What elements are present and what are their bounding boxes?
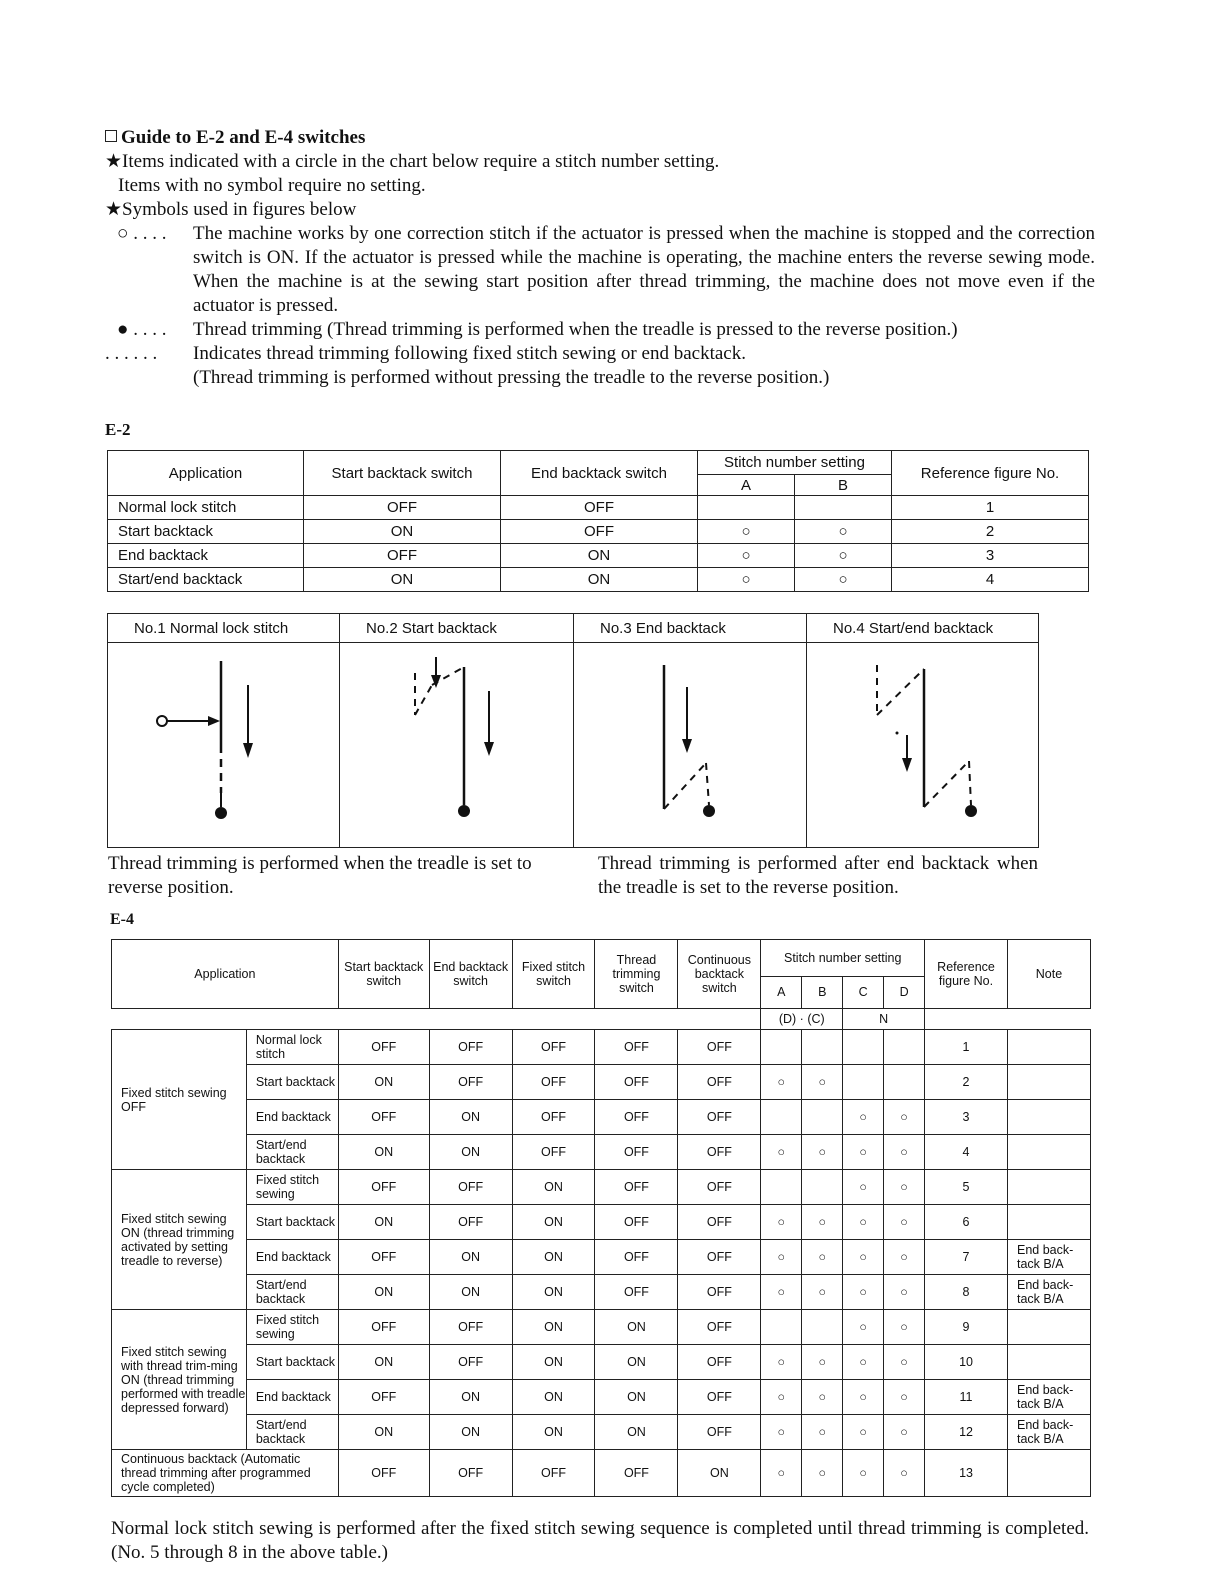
cell-c: ○ [843, 1310, 884, 1345]
table-row [112, 1310, 1091, 1345]
cell-end: ON [429, 1240, 512, 1275]
cell-d: ○ [884, 1345, 925, 1380]
dot-symbol: ● . . . . [117, 319, 167, 340]
end-backtack-diagram [574, 643, 806, 843]
cell-c: ○ [843, 1135, 884, 1170]
cell-b: ○ [802, 1240, 843, 1275]
cell-b: ○ [802, 1275, 843, 1310]
cell-end: ON [429, 1415, 512, 1450]
cell-c: ○ [843, 1275, 884, 1310]
cell-application: Continuous backtack (Automatic thread trimming after programmed cycle completed) [112, 1450, 339, 1497]
guide-item-2: ★Symbols used in figures below [105, 199, 357, 220]
symbol-dot-row [105, 318, 1095, 342]
cell-end: ON [429, 1135, 512, 1170]
cell-end: OFF [429, 1450, 512, 1497]
cell-b [795, 496, 892, 520]
cell-a: ○ [761, 1205, 802, 1240]
e2-header-stitch: Stitch number setting [698, 451, 892, 475]
cell-sub: Start backtack [246, 1065, 338, 1100]
cell-a [698, 496, 795, 520]
cell-a: ○ [698, 520, 795, 544]
cell-a: ○ [698, 544, 795, 568]
cell-fixed: OFF [512, 1135, 595, 1170]
table-row [112, 1135, 1091, 1170]
cell-a: ○ [761, 1450, 802, 1497]
cell-cont: OFF [678, 1310, 761, 1345]
cell-sub: Start backtack [246, 1345, 338, 1380]
cell-sub: End backtack [246, 1100, 338, 1135]
cell-c: ○ [843, 1205, 884, 1240]
cell-end: ON [429, 1100, 512, 1135]
cell-fixed: ON [512, 1345, 595, 1380]
cell-ref: 12 [925, 1415, 1008, 1450]
figure-title-3: No.3 End backtack [574, 614, 807, 643]
cell-start: ON [338, 1065, 429, 1100]
figure-caption-left: Thread trimming is performed when the treadle is set to reverse position. [108, 853, 532, 898]
cell-c: ○ [843, 1450, 884, 1497]
cell-fixed: ON [512, 1415, 595, 1450]
figure-title-1: No.1 Normal lock stitch [108, 614, 340, 643]
cell-end: OFF [429, 1170, 512, 1205]
cell-b: ○ [802, 1135, 843, 1170]
cell-cont: OFF [678, 1135, 761, 1170]
cell-start: ON [338, 1205, 429, 1240]
cell-fixed: OFF [512, 1030, 595, 1065]
cell-trim: OFF [595, 1065, 678, 1100]
cell-end: ON [501, 568, 698, 592]
e2-label: E-2 [105, 420, 131, 439]
cell-c [843, 1065, 884, 1100]
cell-cont: ON [678, 1450, 761, 1497]
e4-header-ref: Reference figure No. [925, 940, 1008, 1009]
cell-note [1007, 1205, 1090, 1240]
cell-d: ○ [884, 1450, 925, 1497]
cell-application: End backtack [108, 544, 304, 568]
table-row [112, 1275, 1091, 1310]
e4-header-d: D [884, 976, 925, 1008]
table-row [108, 568, 1089, 592]
start-end-backtack-diagram [807, 643, 1038, 843]
cell-d: ○ [884, 1275, 925, 1310]
cell-fixed: ON [512, 1170, 595, 1205]
cell-trim: ON [595, 1345, 678, 1380]
guide-item-1: ★Items indicated with a circle in the chart below require a stitch number setting. [105, 151, 720, 172]
table-row [108, 544, 1089, 568]
cell-cont: OFF [678, 1415, 761, 1450]
cell-sub: Start/end backtack [246, 1415, 338, 1450]
cell-fixed: ON [512, 1205, 595, 1240]
cell-b [802, 1170, 843, 1205]
cell-end: ON [429, 1275, 512, 1310]
e2-table [107, 450, 1089, 592]
e2-header-b: B [795, 475, 892, 496]
cell-sub: Fixed stitch sewing [246, 1310, 338, 1345]
cell-d: ○ [884, 1310, 925, 1345]
cell-start: ON [338, 1135, 429, 1170]
cell-b: ○ [802, 1415, 843, 1450]
cell-a: ○ [761, 1345, 802, 1380]
e4-header-stitch: Stitch number setting [761, 940, 925, 977]
table-row [108, 496, 1089, 520]
cell-sub: Start/end backtack [246, 1275, 338, 1310]
cell-cont: OFF [678, 1065, 761, 1100]
cell-end: ON [429, 1380, 512, 1415]
cell-trim: ON [595, 1380, 678, 1415]
cell-cont: OFF [678, 1205, 761, 1240]
table-row [112, 1170, 1091, 1205]
cell-note: End back-tack B/A [1007, 1275, 1090, 1310]
cell-ref: 5 [925, 1170, 1008, 1205]
cell-b: ○ [802, 1065, 843, 1100]
cell-d [884, 1065, 925, 1100]
cell-trim: OFF [595, 1240, 678, 1275]
e4-header-fixed: Fixed stitch switch [512, 940, 595, 1009]
cell-note [1007, 1030, 1090, 1065]
normal-lock-stitch-diagram [108, 643, 339, 843]
cell-trim: OFF [595, 1205, 678, 1240]
cell-c: ○ [843, 1345, 884, 1380]
cell-c: ○ [843, 1240, 884, 1275]
e4-header-n: N [843, 1009, 925, 1030]
cell-d: ○ [884, 1205, 925, 1240]
table-row [112, 1450, 1091, 1497]
dot-symbol-text: Thread trimming (Thread trimming is performed when the treadle is pressed to the reverse position.) [193, 319, 958, 340]
cell-ref: 10 [925, 1345, 1008, 1380]
table-row [112, 1205, 1091, 1240]
cell-note [1007, 1310, 1090, 1345]
cell-fixed: ON [512, 1310, 595, 1345]
figure-1-drawing [108, 643, 340, 848]
cell-a [761, 1030, 802, 1065]
figure-2-drawing [340, 643, 574, 848]
cell-fixed: OFF [512, 1100, 595, 1135]
cell-d: ○ [884, 1240, 925, 1275]
cell-a: ○ [761, 1240, 802, 1275]
cell-cont: OFF [678, 1170, 761, 1205]
cell-d: ○ [884, 1135, 925, 1170]
cell-a [761, 1310, 802, 1345]
cell-sub: Normal lock stitch [246, 1030, 338, 1065]
table-row [112, 1345, 1091, 1380]
cell-end: OFF [429, 1310, 512, 1345]
cell-b: ○ [802, 1345, 843, 1380]
cell-ref: 3 [925, 1100, 1008, 1135]
cell-c: ○ [843, 1415, 884, 1450]
table-row [108, 520, 1089, 544]
cell-trim: ON [595, 1415, 678, 1450]
cell-b [802, 1030, 843, 1065]
guide-item-1b: Items with no symbol require no setting. [118, 175, 426, 196]
guide-title: Guide to E-2 and E-4 switches [105, 126, 1095, 150]
cell-ref: 13 [925, 1450, 1008, 1497]
cell-note [1007, 1170, 1090, 1205]
cell-cont: OFF [678, 1380, 761, 1415]
cell-trim: OFF [595, 1030, 678, 1065]
e2-header-a: A [698, 475, 795, 496]
cell-b: ○ [795, 568, 892, 592]
e2-header-start: Start backtack switch [304, 451, 501, 496]
cell-cont: OFF [678, 1345, 761, 1380]
figure-title-4: No.4 Start/end backtack [807, 614, 1039, 643]
table-row [112, 1240, 1091, 1275]
cell-fixed: ON [512, 1240, 595, 1275]
cell-start: ON [304, 520, 501, 544]
figure-4-drawing [807, 643, 1039, 848]
cell-start: OFF [338, 1240, 429, 1275]
cell-note [1007, 1100, 1090, 1135]
figure-title-2: No.2 Start backtack [340, 614, 574, 643]
cell-note [1007, 1345, 1090, 1380]
cell-start: OFF [304, 544, 501, 568]
cell-a [761, 1170, 802, 1205]
cell-start: ON [338, 1275, 429, 1310]
cell-cont: OFF [678, 1275, 761, 1310]
footer-note: Normal lock stitch sewing is performed after the fixed stitch sewing sequence is completed until thread trimming is completed. (No. 5 through 8 in the above table.) [111, 1518, 1089, 1563]
e2-header-ref: Reference figure No. [892, 451, 1089, 496]
cell-start: ON [338, 1415, 429, 1450]
e4-header-end: End backtack switch [429, 940, 512, 1009]
cell-application: Normal lock stitch [108, 496, 304, 520]
cell-start: OFF [338, 1450, 429, 1497]
cell-b: ○ [795, 520, 892, 544]
dots-symbol-text-2: (Thread trimming is performed without pressing the treadle to the reverse position.) [193, 367, 830, 388]
cell-cont: OFF [678, 1240, 761, 1275]
cell-a: ○ [761, 1415, 802, 1450]
cell-end: OFF [501, 520, 698, 544]
table-row [112, 1030, 1091, 1065]
cell-end: OFF [429, 1065, 512, 1100]
e4-header-b: B [802, 976, 843, 1008]
cell-ref: 6 [925, 1205, 1008, 1240]
figure-caption-right: Thread trimming is performed after end backtack when the treadle is set to the reverse position. [598, 853, 1038, 898]
cell-ref: 2 [925, 1065, 1008, 1100]
cell-trim: OFF [595, 1450, 678, 1497]
e2-header-application: Application [108, 451, 304, 496]
cell-start: OFF [338, 1100, 429, 1135]
e2-header-end: End backtack switch [501, 451, 698, 496]
cell-sub: End backtack [246, 1240, 338, 1275]
cell-a: ○ [761, 1065, 802, 1100]
group-fixed-stitch-on: Fixed stitch sewing ON (thread trimming activated by setting treadle to reverse) [112, 1170, 247, 1310]
e4-header-dc: (D) · (C) [761, 1009, 843, 1030]
cell-start: OFF [338, 1030, 429, 1065]
cell-b: ○ [802, 1205, 843, 1240]
guide-section [105, 126, 1095, 390]
cell-end: OFF [429, 1205, 512, 1240]
cell-a [761, 1100, 802, 1135]
cell-note: End back-tack B/A [1007, 1380, 1090, 1415]
cell-trim: OFF [595, 1170, 678, 1205]
cell-trim: ON [595, 1310, 678, 1345]
cell-c [843, 1030, 884, 1065]
cell-ref: 1 [892, 496, 1089, 520]
cell-note: End back-tack B/A [1007, 1240, 1090, 1275]
cell-sub: Fixed stitch sewing [246, 1170, 338, 1205]
e4-header-start: Start backtack switch [338, 940, 429, 1009]
cell-c: ○ [843, 1170, 884, 1205]
e4-label: E-4 [110, 911, 134, 928]
cell-ref: 11 [925, 1380, 1008, 1415]
symbol-circle-row [105, 222, 1095, 318]
cell-application: Start/end backtack [108, 568, 304, 592]
e4-table [111, 939, 1091, 1497]
cell-b [802, 1100, 843, 1135]
cell-end: OFF [501, 496, 698, 520]
cell-fixed: ON [512, 1380, 595, 1415]
cell-d: ○ [884, 1100, 925, 1135]
cell-cont: OFF [678, 1030, 761, 1065]
cell-ref: 4 [892, 568, 1089, 592]
cell-d: ○ [884, 1415, 925, 1450]
cell-start: OFF [338, 1310, 429, 1345]
table-row [112, 1415, 1091, 1450]
cell-trim: OFF [595, 1100, 678, 1135]
table-row [112, 1100, 1091, 1135]
cell-ref: 4 [925, 1135, 1008, 1170]
cell-ref: 1 [925, 1030, 1008, 1065]
cell-start: OFF [338, 1170, 429, 1205]
group-fixed-stitch-off: Fixed stitch sewing OFF [112, 1030, 247, 1170]
e4-header-continuous: Continuous backtack switch [678, 940, 761, 1009]
cell-c: ○ [843, 1100, 884, 1135]
circle-symbol-text: The machine works by one correction stitch if the actuator is pressed when the machine is stopped and the correction switch is ON. If the actuator is pressed while the machine is operating, the machine enters the reverse sewing mode. When the machine is at the sewing start position after thread trimming, the machine does not move even if the actuator is pressed. [193, 223, 1095, 316]
cell-a: ○ [698, 568, 795, 592]
cell-cont: OFF [678, 1100, 761, 1135]
cell-sub: Start/end backtack [246, 1135, 338, 1170]
cell-ref: 2 [892, 520, 1089, 544]
cell-application: Start backtack [108, 520, 304, 544]
cell-c: ○ [843, 1380, 884, 1415]
cell-fixed: OFF [512, 1065, 595, 1100]
cell-start: ON [304, 568, 501, 592]
cell-ref: 9 [925, 1310, 1008, 1345]
cell-b: ○ [795, 544, 892, 568]
start-backtack-diagram [340, 643, 573, 843]
cell-note [1007, 1135, 1090, 1170]
cell-sub: Start backtack [246, 1205, 338, 1240]
dots-symbol: . . . . . . [105, 343, 158, 364]
cell-a: ○ [761, 1380, 802, 1415]
circle-symbol: ○ . . . . [117, 223, 167, 244]
e4-header-note: Note [1007, 940, 1090, 1009]
cell-ref: 3 [892, 544, 1089, 568]
cell-fixed: OFF [512, 1450, 595, 1497]
cell-fixed: ON [512, 1275, 595, 1310]
e4-header-a: A [761, 976, 802, 1008]
cell-end: ON [501, 544, 698, 568]
cell-start: OFF [304, 496, 501, 520]
cell-note: End back-tack B/A [1007, 1415, 1090, 1450]
cell-b: ○ [802, 1450, 843, 1497]
square-icon [105, 130, 117, 142]
cell-b: ○ [802, 1380, 843, 1415]
e4-header-c: C [843, 976, 884, 1008]
cell-trim: OFF [595, 1135, 678, 1170]
cell-a: ○ [761, 1135, 802, 1170]
cell-b [802, 1310, 843, 1345]
table-row [112, 1380, 1091, 1415]
cell-a: ○ [761, 1275, 802, 1310]
figure-3-drawing [574, 643, 807, 848]
cell-d: ○ [884, 1380, 925, 1415]
dots-symbol-text: Indicates thread trimming following fixed stitch sewing or end backtack. [193, 343, 746, 364]
symbol-dots-row [105, 342, 1095, 366]
e4-header-trim: Thread trimming switch [595, 940, 678, 1009]
cell-trim: OFF [595, 1275, 678, 1310]
cell-ref: 8 [925, 1275, 1008, 1310]
table-row [112, 1065, 1091, 1100]
cell-d: ○ [884, 1170, 925, 1205]
cell-note [1007, 1065, 1090, 1100]
cell-note [1007, 1450, 1090, 1497]
e4-header-application: Application [112, 940, 339, 1009]
cell-end: OFF [429, 1030, 512, 1065]
cell-end: OFF [429, 1345, 512, 1380]
cell-d [884, 1030, 925, 1065]
figure-table [107, 613, 1039, 848]
cell-ref: 7 [925, 1240, 1008, 1275]
cell-start: ON [338, 1345, 429, 1380]
cell-sub: End backtack [246, 1380, 338, 1415]
cell-start: OFF [338, 1380, 429, 1415]
group-fixed-stitch-trim-on: Fixed stitch sewing with thread trim-ming ON (thread trimming performed with treadle depressed forward) [112, 1310, 247, 1450]
